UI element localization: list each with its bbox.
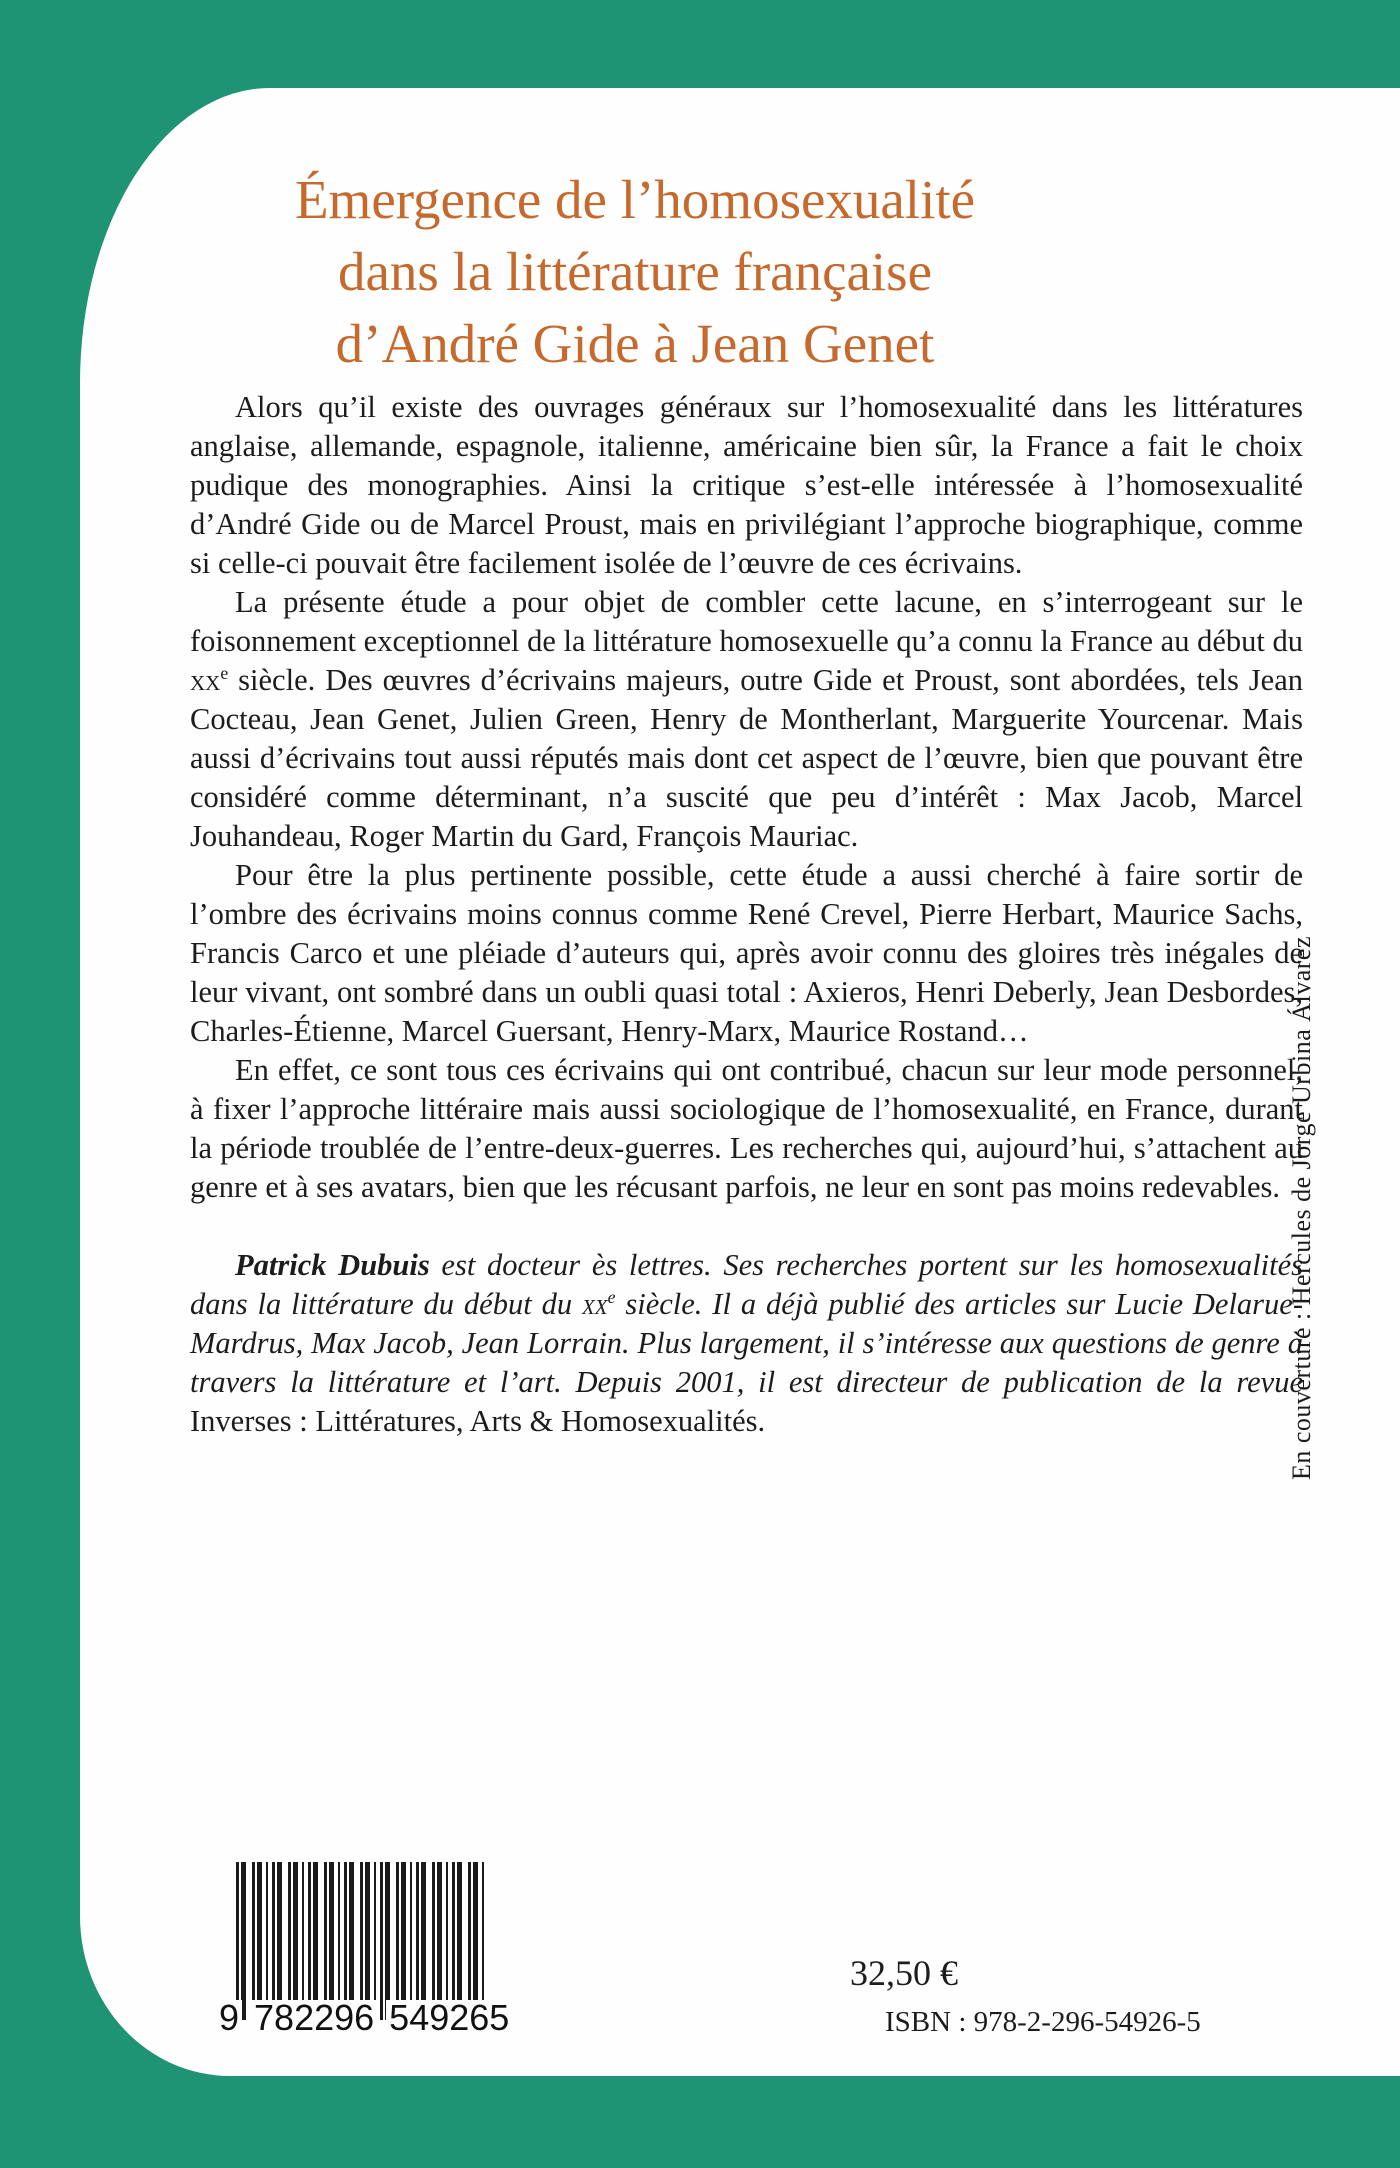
- price: 32,50 €: [850, 1953, 958, 1993]
- book-title-line-2: dans la littérature française: [338, 241, 932, 302]
- synopsis-paragraph: Alors qu’il existe des ouvrages généraux sur l’homosexualité dans les littératures anglaise, allemande, espagnole, italienne, américaine bien sûr, la France a fait le choix pudique des monographies. Ainsi la critique s’est-elle intéressée à l’homosexualité d’André Gide ou de Marcel Proust, mais en privilégiant l’approche biographique, comme si celle-ci pouvait être facilement isolée de l’œuvre de ces écrivains.: [190, 390, 1303, 580]
- barcode-number: [216, 1997, 510, 2038]
- isbn: ISBN : 978-2-296-54926-5: [885, 2006, 1201, 2038]
- book-title-line-1: Émergence de l’homosexualité: [294, 169, 976, 230]
- synopsis-paragraph: La présente étude a pour objet de combler cette lacune, en s’interrogeant sur le foisonnement exceptionnel de la littérature homosexuelle qu’a connu la France au début du $xx^e$ siècle. Des œuvres d’écrivains majeurs, outre Gide et Proust, sont abordées, tels Jean Cocteau, Jean Genet, Julien Green, Henry de Montherlant, Marguerite Yourcenar. Mais aussi d’écrivains tout aussi réputés mais dont cet aspect de l’œuvre, bien que pouvant être considéré comme déterminant, n’a suscité que peu d’intérêt : Max Jacob, Marcel Jouhandeau, Roger Martin du Gard, François Mauriac.: [190, 585, 1303, 853]
- book-title: [80, 164, 1190, 380]
- barcode-digit-group: 9: [216, 2000, 242, 2036]
- barcode-digit-group: 549265: [386, 2000, 512, 2036]
- book-title-line-3: d’André Gide à Jean Genet: [335, 313, 935, 374]
- synopsis-text: [190, 388, 1303, 1441]
- synopsis-paragraph: En effet, ce sont tous ces écrivains qui ont contribué, chacun sur leur mode personnel, à fixer l’approche littéraire mais aussi sociologique de l’homosexualité, en France, durant la période troublée de l’entre-deux-guerres. Les recherches qui, aujourd’hui, s’attachent au genre et à ses avatars, bien que les récusant parfois, ne leur en sont pas moins redevables.: [190, 1053, 1303, 1204]
- synopsis-paragraph: Pour être la plus pertinente possible, cette étude a aussi cherché à faire sortir de l’ombre des écrivains moins connus comme René Crevel, Pierre Herbart, Maurice Sachs, Francis Carco et une pléiade d’auteurs qui, après avoir connu des gloires très inégales de leur vivant, ont sombré dans un oubli quasi total : Axieros, Henri Deberly, Jean Desbordes, Charles-Étienne, Marcel Guersant, Henry-Marx, Maurice Rostand…: [190, 858, 1303, 1048]
- barcode: [219, 1862, 510, 2044]
- barcode-digit-group: 782296: [251, 2000, 377, 2036]
- cover-illustration-credit: En couverture : Hercules de Jorge Urbina Álvarez: [1287, 935, 1316, 1481]
- author-bio: Patrick Dubuis est docteur ès lettres. Ses recherches portent sur les homosexualités dans la littérature du début du $xx^e$ siècle. Il a déjà publié des articles sur Lucie Delarue-Mardrus, Max Jacob, Jean Lorrain. Plus largement, il s’intéresse aux questions de genre à travers la littérature et l’art. Depuis 2001, il est directeur de publication de la revue Inverses : Littératures, Arts & Homosexualités.: [190, 1248, 1303, 1438]
